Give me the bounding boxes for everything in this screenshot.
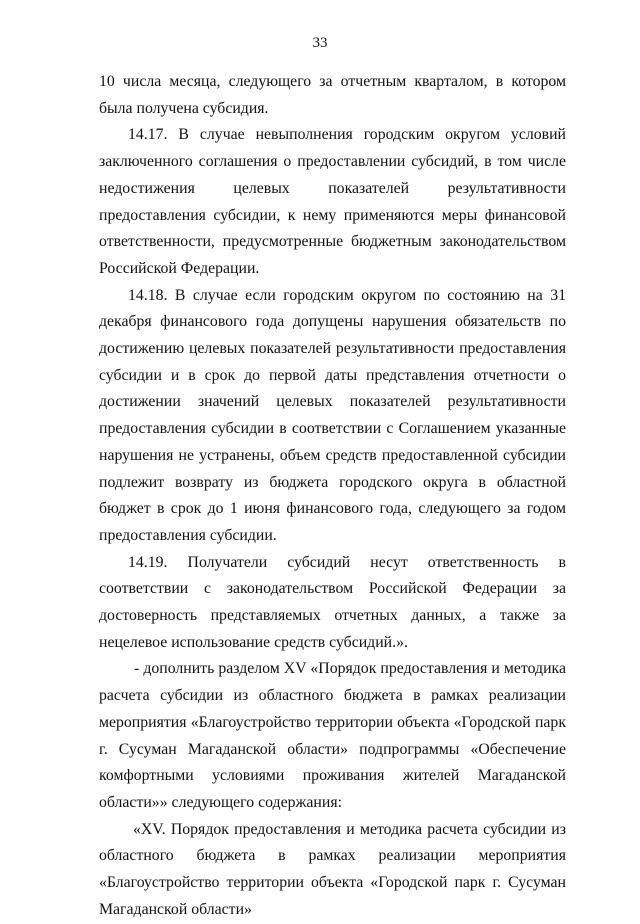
page-number: 33 <box>312 35 328 51</box>
paragraph-continuation: 10 числа месяца, следующего за отчетным кварталом, в котором была получена субсидия. <box>99 73 566 117</box>
document-body <box>99 69 566 924</box>
paragraph-14-19: 14.19. Получатели субсидий несут ответственность в соответствии с законодательством Российской Федерации за достоверность представляемых отчетных данных, а также за нецелевое использование средств субсидий.». <box>99 553 566 651</box>
paragraph-section-xv-heading: «XV. Порядок предоставления и методика расчета субсидии из областного бюджета в рамках реализации мероприятия «Благоустройство территории объекта «Городской парк г. Сусуман Магаданской области» <box>99 820 566 918</box>
paragraph-14-17: 14.17. В случае невыполнения городским округом условий заключенного соглашения о предоставлении субсидий, в том числе недостижения целевых показателей результативности предоставления субсидии, к нему применяются меры финансовой ответственности, предусмотренные бюджетным законодательством Российской Федерации. <box>99 126 566 277</box>
paragraph-amendment-section-xv: - дополнить разделом XV «Порядок предоставления и методика расчета субсидии из областного бюджета в рамках реализации мероприятия «Благоустройство территории объекта «Городской парк г. Сусуман Магаданской области» подпрограммы «Обеспечение комфортными условиями проживания жителей Магаданской области»» следующего содержания: <box>99 660 566 811</box>
paragraph-14-18: 14.18. В случае если городским округом по состоянию на 31 декабря финансового года допущены нарушения обязательств по достижению целевых показателей результативности предоставления субсидии и в срок до первой даты представления отчетности о достижении значений целевых показателей результативности предоставления субсидии в соответствии с Соглашением указанные нарушения не устранены, объем средств предоставленной субсидии подлежит возврату из бюджета городского округа в областной бюджет в срок до 1 июня финансового года, следующего за годом предоставления субсидии. <box>99 286 566 544</box>
